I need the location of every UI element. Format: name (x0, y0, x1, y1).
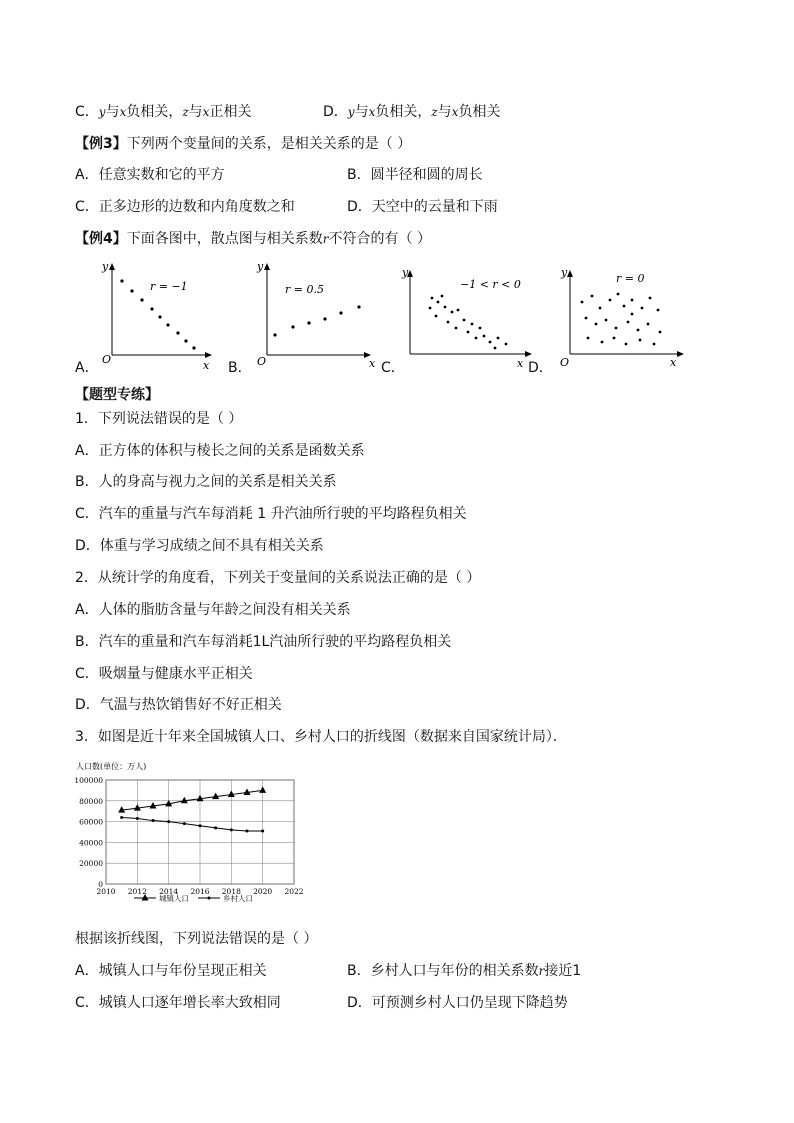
population-line-chart (72, 758, 312, 908)
ex2-option-d: D．y与x负相关，z与x负相关 (323, 104, 501, 120)
series-line (122, 790, 263, 810)
origin-label: O (257, 355, 267, 368)
scatter-points (429, 295, 508, 350)
q1-option-d: D．体重与学习成绩之间不具有相关关系 (75, 538, 324, 554)
x-axis-letter: x (517, 357, 524, 370)
ex4-tag: 【例4】 (75, 231, 127, 247)
series-line (122, 817, 263, 831)
y-tick-label: 0 (98, 880, 103, 889)
y-tick-label: 20000 (79, 859, 103, 869)
q3-option-d: D．可预测乡村人口仍呈现下降趋势 (347, 995, 568, 1011)
ex3-option-c: C．正多边形的边数和内角度数之和 (75, 199, 295, 215)
practice-header: 【题型专练】 (75, 387, 159, 403)
q2-stem: 2．从统计学的角度看，下列关于变量间的关系说法正确的是（ ） (75, 570, 481, 586)
data-point (152, 819, 155, 822)
q1-stem: 1．下列说法错误的是（ ） (75, 411, 243, 427)
q3-option-c: C．城镇人口逐年增长率大致相同 (75, 995, 281, 1011)
y-axis-title: 人口数(单位：万人) (76, 762, 147, 771)
x-axis-letter: x (670, 356, 677, 369)
y-tick-label: 100000 (74, 776, 103, 785)
x-tick-label: 2012 (127, 887, 147, 896)
x-tick-label: 2022 (284, 887, 304, 896)
scatter-plot-d (558, 262, 688, 372)
correlation-label: −1 < r < 0 (460, 278, 521, 291)
plot-b-letter: B． (228, 360, 252, 376)
data-point (199, 824, 202, 827)
data-point (259, 786, 266, 793)
y-tick-label: 80000 (79, 796, 103, 806)
y-tick-label: 60000 (79, 817, 103, 827)
y-axis-letter: y (561, 266, 568, 279)
ex4-question: 【例4】下面各图中，散点图与相关系数r不符合的有（ ） (75, 231, 431, 247)
ex2-option-c: C．y与x负相关，z与x正相关 (75, 104, 252, 120)
y-axis-letter: y (402, 266, 409, 279)
q2-option-a: A．人体的脂肪含量与年龄之间没有相关关系 (75, 602, 351, 618)
data-point (167, 820, 170, 823)
q2-option-d: D．气温与热饮销售好不好正相关 (75, 697, 282, 713)
x-axis-letter: x (369, 357, 375, 370)
origin-label: O (560, 356, 570, 369)
q3-option-b: B．乡村人口与年份的相关系数r接近1 (347, 963, 582, 979)
y-axis-letter: y (257, 260, 264, 273)
ex3-question: 【例3】下列两个变量间的关系，是相关关系的是（ ） (75, 136, 412, 152)
data-point (120, 816, 123, 819)
q2-option-b: B．汽车的重量和汽车每消耗1L汽油所行驶的平均路程负相关 (75, 634, 452, 650)
x-tick-label: 2020 (253, 887, 273, 896)
x-axis-letter: x (203, 359, 210, 370)
data-point (136, 817, 139, 820)
y-tick-label: 40000 (79, 838, 103, 848)
correlation-label: r = −1 (150, 280, 188, 293)
ex3-option-a: A．任意实数和它的平方 (75, 167, 225, 183)
data-point (261, 829, 264, 832)
plot-a-letter: A． (75, 360, 99, 376)
q3-stem: 3．如图是近十年来全国城镇人口、乡村人口的折线图（数据来自国家统计局）． (75, 729, 567, 745)
plot-d-letter: D． (528, 360, 553, 376)
origin-label: O (102, 353, 112, 366)
x-tick-label: 2014 (159, 887, 179, 896)
q1-option-b: B．人的身高与视力之间的关系是相关关系 (75, 474, 337, 490)
ex3-option-d: D．天空中的云量和下雨 (347, 199, 498, 215)
x-tick-label: 2010 (96, 887, 116, 896)
scatter-points (273, 305, 360, 336)
ex3-option-b: B．圆半径和圆的周长 (347, 167, 483, 183)
correlation-label: r = 0.5 (285, 283, 324, 296)
q3-option-a: A．城镇人口与年份呈现正相关 (75, 963, 267, 979)
data-point (230, 828, 233, 831)
legend-label: 城镇人口 (159, 894, 189, 903)
q1-option-c: C．汽车的重量与汽车每消耗 1 升汽油所行驶的平均路程负相关 (75, 506, 467, 522)
x-tick-label: 2016 (190, 887, 210, 896)
y-axis-letter: y (102, 260, 109, 273)
q3-after: 根据该折线图，下列说法错误的是（ ） (75, 931, 318, 947)
data-point (246, 829, 249, 832)
plot-c-letter: C． (381, 360, 405, 376)
scatter-plot-c (400, 262, 535, 372)
legend-marker (208, 897, 211, 900)
correlation-label: r = 0 (616, 272, 645, 285)
scatter-points (581, 293, 662, 346)
scatter-plot-a (90, 255, 220, 370)
q1-option-a: A．正方体的体积与棱长之间的关系是函数关系 (75, 443, 365, 459)
x-tick-label: 2018 (221, 887, 241, 896)
q2-option-c: C．吸烟量与健康水平正相关 (75, 666, 253, 682)
scatter-plot-b (245, 255, 375, 370)
data-point (214, 826, 217, 829)
ex3-tag: 【例3】 (75, 136, 127, 152)
legend-label: 乡村人口 (223, 894, 253, 903)
data-point (183, 822, 186, 825)
